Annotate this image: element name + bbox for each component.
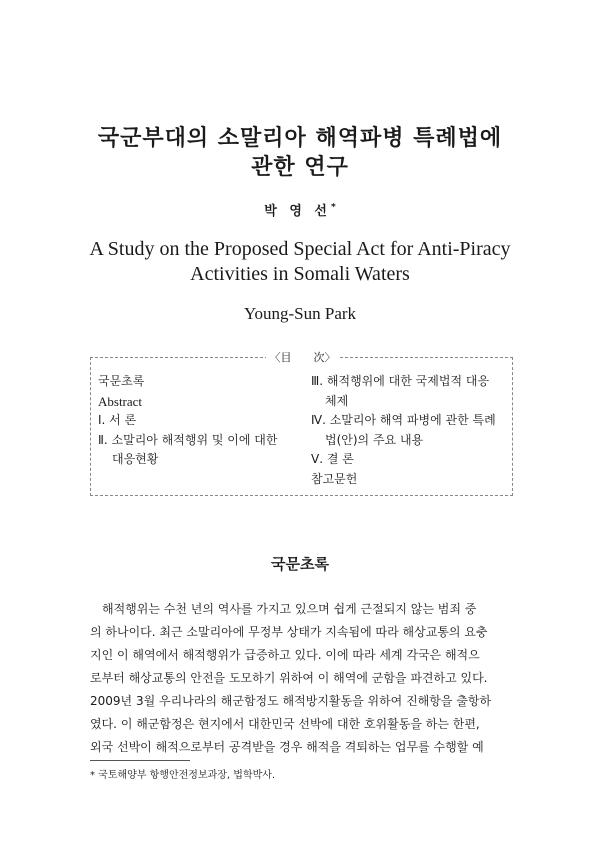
table-of-contents (90, 351, 513, 496)
toc-item-conclusion: Ⅴ. 결 론 (311, 452, 354, 466)
author-kr (0, 200, 600, 219)
body-line: 의 하나이다. 최근 소말리아에 무정부 상태가 지속됨에 따라 해상교통의 요충 (90, 625, 488, 639)
body-line: 외국 선박이 해적으로부터 공격받을 경우 해적을 격퇴하는 업무를 수행할 예 (90, 740, 484, 754)
toc-item-section-3: Ⅲ. 해적행위에 대한 국제법적 대응 (311, 374, 490, 388)
section-title: 국문초록 (271, 555, 329, 573)
toc-item-introduction: Ⅰ. 서 론 (98, 413, 137, 427)
toc-heading: 〈目 次〉 (91, 349, 514, 365)
toc-left-column (98, 372, 303, 470)
title-kr-line-2: 관한 연구 (251, 155, 349, 180)
toc-item-section-2-cont: 대응현황 (112, 452, 159, 466)
author-kr-name: 박 영 선 (264, 204, 331, 219)
toc-item-korean-abstract: 국문초록 (98, 374, 145, 388)
footnote-rule (90, 760, 190, 761)
title-en-line-2: Activities in Somali Waters (190, 263, 410, 285)
body-line: 였다. 이 해군함정은 현지에서 대한민국 선박에 대한 호위활동을 하는 한편, (90, 717, 480, 731)
toc-item-abstract: Abstract (98, 393, 143, 409)
body-paragraph (90, 598, 510, 759)
body-line: 해적행위는 수천 년의 역사를 가지고 있으며 쉽게 근절되지 않는 범죄 중 (90, 602, 477, 616)
toc-item-section-4-cont: 법(안)의 주요 내용 (325, 432, 424, 447)
toc-item-references: 참고문헌 (311, 471, 358, 486)
author-footnote-mark: * (331, 202, 336, 213)
footnote: * 국토해양부 항행안전정보과장, 법학박사. (90, 770, 276, 781)
toc-right-column (311, 372, 511, 489)
title-en-line-1: A Study on the Proposed Special Act for Anti-Piracy (89, 238, 511, 260)
body-line: 지인 이 해역에서 해적행위가 급증하고 있다. 이에 따라 세계 각국은 해적으 (90, 648, 480, 662)
body-line: 로부터 해상교통의 안전을 도모하기 위하여 이 해역에 군함을 파견하고 있다. (90, 671, 488, 685)
toc-item-section-2: Ⅱ. 소말리아 해적행위 및 이에 대한 (98, 432, 278, 447)
toc-item-section-4: Ⅳ. 소말리아 해역 파병에 관한 특례 (311, 413, 496, 427)
toc-item-section-3-cont: 체제 (325, 393, 349, 408)
author-en: Young-Sun Park (243, 304, 357, 323)
title-kr-line-1: 국군부대의 소말리아 해역파병 특례법에 (97, 126, 503, 151)
body-line: 2009년 3월 우리나라의 해군함정도 해적방지활동을 위하여 진해항을 출항하 (90, 694, 492, 708)
